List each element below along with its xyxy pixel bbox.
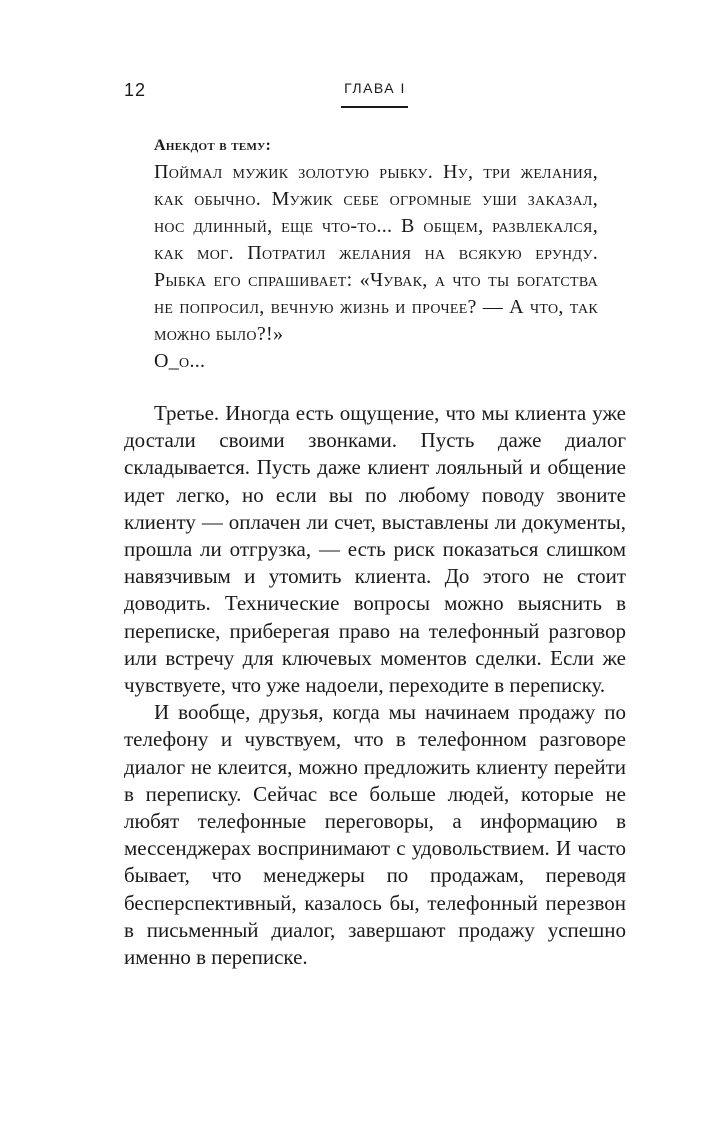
anecdote-text: Поймал мужик золотую рыбку. Ну, три желания, как обычно. Мужик себе огромные уши заказал, нос длинный, еще что-то... В общем, развлекался, как мог. Потратил желания на всякую ерунду. Рыбка его спрашивает: «Чувак, а что ты богатства не попросил, вечную жизнь и прочее? — А что, так можно было?!» [154, 161, 598, 345]
body-paragraph-1: Третье. Иногда есть ощущение, что мы клиента уже достали своими звонками. Пусть даже диалог складывается. Пусть даже клиент лояльный и общение идет легко, но если вы по любому поводу звоните клиенту — оплачен ли счет, выставлены ли документы, прошла ли отгрузка, — есть риск показаться слишком навязчивым и утомить клиента. До этого не стоит доводить. Технические вопросы можно выяснить в переписке, приберегая право на телефонный разговор или встречу для ключевых моментов сделки. Если же чувствуете, что уже надоели, переходите в переписку. [124, 401, 626, 698]
body-text [124, 400, 626, 971]
chapter-heading: ГЛАВА I [344, 80, 406, 96]
anecdote-ending: O_o... [154, 350, 206, 372]
page-number: 12 [124, 80, 147, 100]
body-paragraph-2: И вообще, друзья, когда мы начинаем продажу по телефону и чувствуем, что в телефонном разговоре диалог не клеится, можно предложить клиенту перейти в переписку. Сейчас все больше людей, которые не любят телефонные переговоры, а информацию в мессенджерах воспринимают с удовольствием. И часто бывает, что менеджеры по продажам, переводя бесперспективный, казалось бы, телефонный перезвон в письменный диалог, завершают продажу успешно именно в переписке. [124, 700, 626, 970]
anecdote-aside [154, 132, 598, 375]
anecdote-title: Анекдот в тему: [154, 137, 272, 154]
chapter-underline [341, 106, 408, 108]
